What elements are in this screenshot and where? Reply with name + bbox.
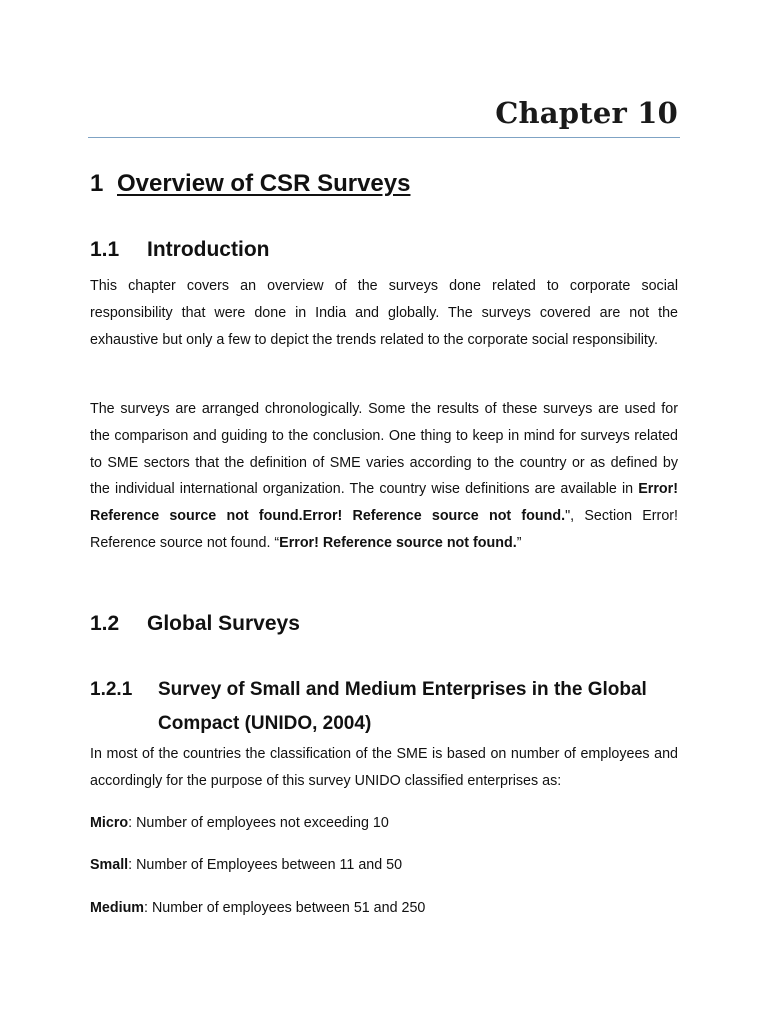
global-surveys-heading bbox=[90, 612, 300, 636]
definition-micro bbox=[90, 815, 389, 831]
global-surveys-number: 1.2 bbox=[90, 612, 120, 635]
chapter-divider bbox=[88, 137, 680, 138]
paragraph-text: ” bbox=[516, 534, 522, 551]
reference-error-text: Error! Reference source not found. bbox=[279, 534, 517, 551]
introduction-paragraph-1: This chapter covers an overview of the surveys done related to corporate social responsibility that were done in India and globally. The surveys covered are not the exhaustive but only a few to depict the trends related to the corporate social responsibility. bbox=[90, 278, 678, 348]
chapter-title: Chapter 10 bbox=[495, 96, 678, 130]
introduction-heading bbox=[90, 238, 269, 262]
definition-term: Micro bbox=[90, 815, 129, 831]
introduction-number: 1.1 bbox=[90, 238, 120, 261]
unido-paragraph: In most of the countries the classification of the SME is based on number of employees and accordingly for the purpose of this survey UNIDO classified enterprises as: bbox=[90, 746, 678, 789]
definition-medium bbox=[90, 900, 425, 916]
definition-term: Medium bbox=[90, 900, 145, 916]
unido-survey-title: Survey of Small and Medium Enterprises in the Global Compact (UNIDO, 2004) bbox=[158, 679, 647, 734]
unido-survey-number: 1.2.1 bbox=[90, 679, 133, 700]
introduction-title: Introduction bbox=[147, 238, 270, 261]
definition-term: Small bbox=[90, 857, 129, 873]
definition-text: : Number of employees not exceeding 10 bbox=[128, 815, 389, 831]
section-title: Overview of CSR Surveys bbox=[117, 170, 411, 197]
definition-small bbox=[90, 857, 402, 873]
section-number: 1 bbox=[90, 170, 104, 197]
definition-text: : Number of employees between 51 and 250 bbox=[144, 900, 426, 916]
paragraph-text: The surveys are arranged chronologically. Some the results of these surveys are used for the comparison and guiding to the conclusion. One thing to keep in mind for surveys related to SME sectors that the definition of SME varies according to the country or as defined by the individual international organization. The country wise definitions are available in bbox=[90, 401, 678, 498]
unido-survey-heading bbox=[90, 673, 678, 741]
definition-text: : Number of Employees between 11 and 50 bbox=[128, 857, 403, 873]
section-heading bbox=[90, 170, 410, 198]
reference-error-text: Error! Reference source not found.Error! Reference source not found. bbox=[90, 481, 678, 525]
paragraph-text: ", Section Error! Reference source not found. “ bbox=[90, 508, 679, 551]
global-surveys-title: Global Surveys bbox=[147, 612, 300, 635]
introduction-paragraph-2 bbox=[90, 396, 678, 557]
